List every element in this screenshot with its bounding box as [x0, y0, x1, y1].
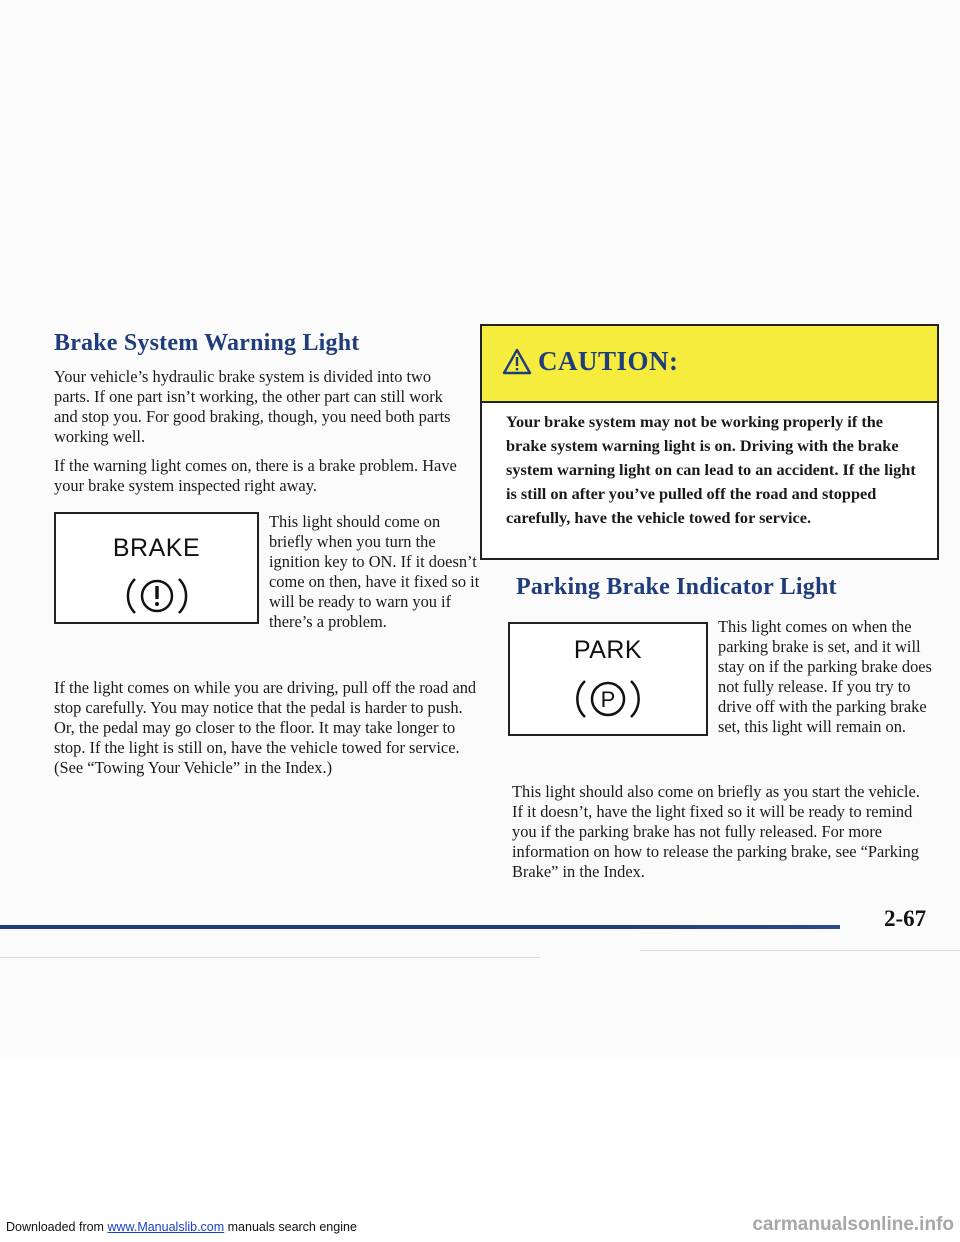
page-number: 2-67 — [884, 906, 927, 931]
park-light-panel — [508, 622, 708, 736]
footer-rule — [0, 925, 840, 929]
park-light-label: PARK — [573, 636, 643, 664]
download-prefix: Downloaded from — [6, 1220, 108, 1234]
download-notice — [6, 1220, 357, 1234]
brake-light-panel — [54, 512, 259, 624]
brake-section-heading: Brake System Warning Light — [54, 330, 360, 356]
caution-title: CAUTION: — [538, 346, 679, 376]
brake-paragraph-1: Your vehicle’s hydraulic brake system is divided into two parts. If one part isn’t working, the other part can still work and stop you. For good braking, though, you need both parts working well. — [54, 367, 451, 446]
brake-paragraph-3: If the light comes on while you are driving, pull off the road and stop carefully. You may notice that the pedal is harder to push. Or, the pedal may go closer to the floor. It may take longer to stop. If the light is still on, have the vehicle towed for service. (See “Towing Your Vehicle” in the Index.) — [54, 678, 477, 777]
caution-text: Your brake system may not be working properly if the brake system warning light is on. Driving with the brake system warning light on can lead to an accident. If the light is still on after you’ve pulled off the road and stopped carefully, have the vehicle towed for service. — [506, 412, 916, 527]
brake-warning-icon — [118, 574, 196, 623]
watermark: carmanualsonline.info — [752, 1214, 954, 1235]
brake-side-text: This light should come on briefly when you turn the ignition key to ON. If it doesn’t come on then, have it fixed so it will be ready to warn you if there’s a problem. — [269, 512, 480, 631]
park-side-text: This light comes on when the parking brake is set, and it will stay on if the parking brake does not fully release. If you try to drive off with the parking brake set, this light will remain on. — [718, 617, 932, 736]
parking-paragraph-1: This light should also come on briefly as you start the vehicle. If it doesn’t, have the light fixed so it will be ready to remind you if the parking brake has not fully released. For more information on how to release the parking brake, see “Parking Brake” in the Index. — [512, 782, 920, 881]
caution-header — [482, 326, 937, 403]
download-suffix: manuals search engine — [224, 1220, 357, 1234]
warning-triangle-icon — [502, 348, 532, 380]
brake-paragraph-2: If the warning light comes on, there is a brake problem. Have your brake system inspected right away. — [54, 456, 457, 495]
scan-line — [640, 950, 960, 951]
brake-light-label: BRAKE — [112, 534, 201, 562]
caution-box — [480, 324, 939, 560]
parking-section-heading: Parking Brake Indicator Light — [516, 574, 837, 600]
scan-line — [0, 957, 540, 958]
parking-brake-icon — [569, 676, 647, 727]
manualslib-link[interactable]: www.Manualslib.com — [107, 1220, 225, 1234]
svg-text:P: P — [600, 687, 616, 712]
